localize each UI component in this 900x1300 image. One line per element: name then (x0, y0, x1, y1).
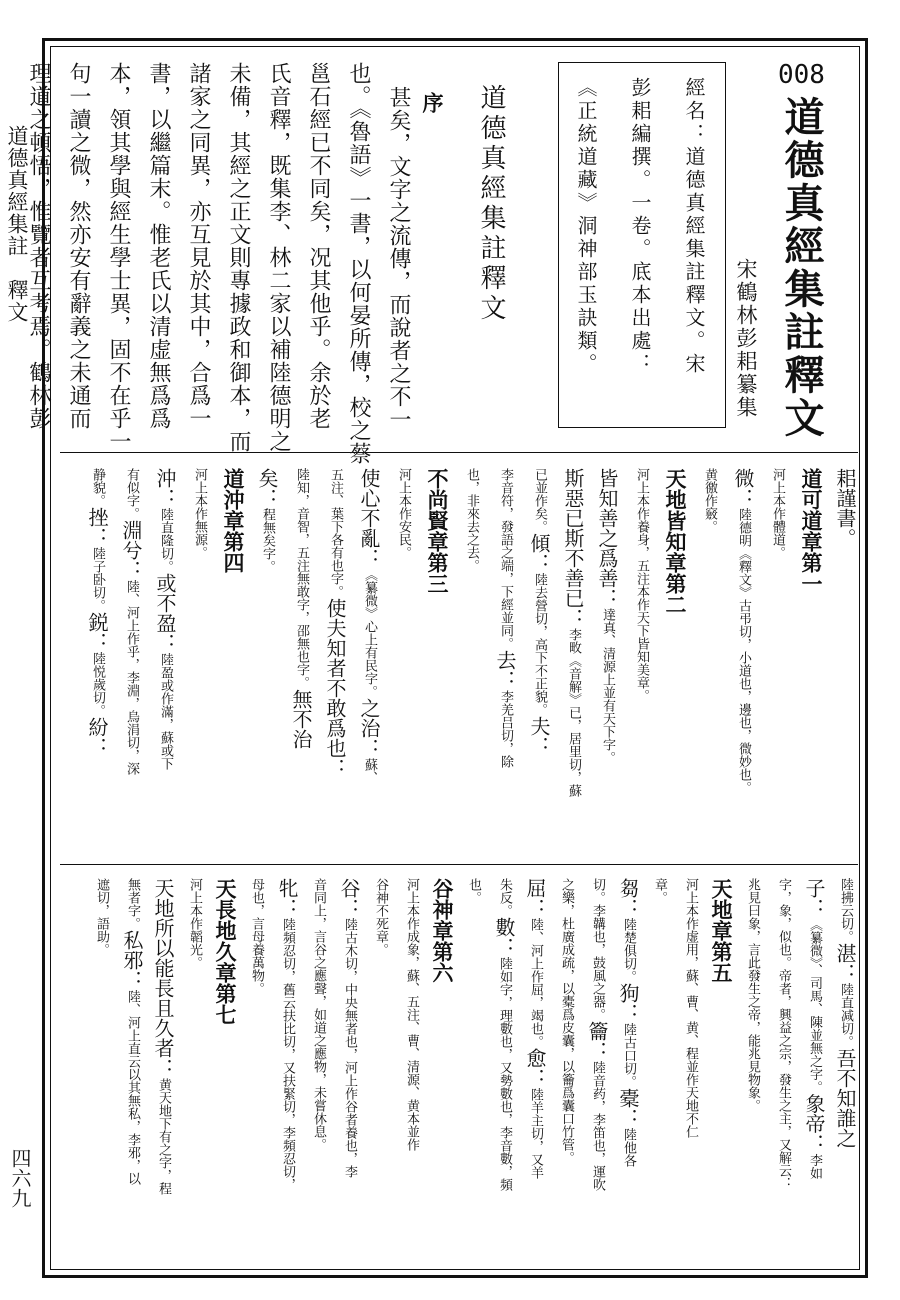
annotation-text: 音同上，言谷之應聲，如道之應物，未嘗休息。 (311, 878, 326, 1151)
text-column (256, 468, 278, 573)
main-text: 皆知善之爲善： (595, 468, 619, 608)
preface-line: 氏音釋，既集李、林二家以補陸德明之 (266, 62, 291, 453)
annotation-text: 陸德明《釋文》古弔切，小道也，邊也，微妙也。 (736, 508, 751, 794)
annotation-text: 陸直减切。 (838, 983, 853, 1048)
text-column (276, 878, 298, 1191)
annotation-text: 陸古口切。 (621, 1023, 636, 1088)
annotation-text: 河上本作韜光。 (187, 878, 202, 969)
chapter-heading: 天長地久章第七 (213, 878, 238, 1025)
annotation-text: 河上本作成象，蘇、五注、曹、清源、黄本並作 (404, 878, 419, 1151)
text-column (524, 878, 546, 1179)
main-text: 無不治 (289, 689, 313, 749)
main-text: 之治： (357, 698, 381, 758)
text-column (766, 468, 788, 559)
main-text: 象帝： (802, 1093, 826, 1154)
text-column (307, 878, 329, 1151)
side-running-title: 道德真經集註 釋文 (5, 125, 29, 323)
annotation-text: 黄徼作竅。 (702, 468, 717, 533)
main-text: 狗： (616, 983, 640, 1023)
subtitle: 道德真經集註釋文 (476, 84, 506, 324)
chapter-heading: 道沖章第四 (221, 468, 246, 573)
main-text: 淵兮： (119, 520, 143, 580)
annotation-text: 無者字。 (125, 878, 140, 930)
annotation-text: 河上本作安民。 (396, 468, 411, 559)
annotation-text: 李如 (807, 1153, 822, 1180)
annotation-text: 陸古木切，中央無者也，河上作谷者養也，李 (342, 918, 357, 1178)
preface-line: 本，領其學與經生學士異，固不在乎一 (106, 62, 131, 453)
text-column (338, 878, 360, 1178)
main-text: 使夫知者不敢爲也： (323, 598, 347, 778)
preface-line: 邕石經已不同矣，况其他乎。余於老 (306, 62, 331, 430)
text-column (154, 468, 176, 770)
annotation-text: 陸、河上作乎，李淵，烏涓切，深 (124, 580, 139, 775)
annotation-text: 五注、葉下各有也字。 (328, 468, 343, 598)
section-divider (60, 864, 858, 865)
annotation-text: 陸拂云切。 (838, 878, 853, 943)
annotation-text: 谷神不死章。 (373, 878, 388, 956)
text-column (324, 468, 346, 778)
main-text: 天地所以能長且久者： (151, 878, 175, 1078)
text-column (630, 468, 652, 702)
preface-line: 句一讀之微，然亦安有辭義之未通而 (66, 62, 91, 430)
text-column (245, 878, 267, 995)
text-column (596, 468, 618, 764)
annotation-text: 陸、河上直云以其無私，李邪，以 (125, 990, 140, 1185)
annotation-text: 陸楚俱切。 (621, 918, 636, 983)
annotation-text: 母也，言母養萬物。 (249, 878, 264, 995)
annotation-text: 陸如字，理數也，又勢數也，李音數，頻 (497, 957, 512, 1191)
text-column (562, 468, 584, 797)
chapter-heading: 天地皆知章第二 (663, 468, 688, 615)
annotation-text: 河上本作虚用，蘇、曹、黄、程並作天地不仁 (683, 878, 698, 1138)
annotation-text: 已並作矣。 (532, 468, 547, 533)
text-column (493, 878, 515, 1191)
text-column (494, 468, 516, 768)
main-text: 數： (492, 917, 516, 957)
text-column (86, 468, 108, 757)
preface-line: 諸家之同異，亦互見於其中，合爲一 (186, 62, 211, 430)
text-column (152, 878, 174, 1195)
main-text: 鋭： (85, 612, 109, 652)
info-box (558, 62, 726, 428)
annotation-text: 朱反。 (497, 878, 512, 917)
annotation-text: 河上本作無源。 (192, 468, 207, 559)
chapter-heading: 不尚賢章第三 (425, 468, 450, 594)
annotation-text: 李畋《音解》已，居里切，蘇 (566, 628, 581, 797)
text-column (648, 878, 670, 904)
annotation-text: 河上本作體道。 (770, 468, 785, 559)
preface-line: 也。《魯語》一書，以何晏所傳，校之蔡 (346, 62, 371, 465)
main-text: 去： (493, 650, 517, 690)
annotation-text: 《纂微》、司馬、陳並無之字。 (807, 918, 822, 1094)
main-text: 芻： (616, 878, 640, 918)
annotation-text: 也，非來去之去。 (464, 468, 479, 572)
annotation-text: 陸音药，李笛也，運吹 (590, 1061, 605, 1191)
text-column (290, 468, 312, 749)
main-text: 或不盈： (153, 573, 177, 653)
annotation-text: 程無矣字。 (260, 508, 275, 573)
text-column (90, 878, 112, 956)
annotation-text: 之樂，杜廣成疏，以橐爲皮囊，以籥爲囊口竹管。 (559, 878, 574, 1164)
annotation-text: 陸盈或作滿，蘇或下 (158, 653, 173, 770)
main-text: 愈： (523, 1048, 547, 1088)
middle-section (66, 468, 856, 858)
annotation-text: 李音符，發語之端，下經並同。 (498, 468, 513, 650)
chapter-heading: 道可道章第一 (799, 468, 824, 594)
annotation-text: 《纂微》心上有民字。 (362, 568, 377, 698)
text-column (772, 878, 794, 1190)
annotation-text: 兆見曰象，言此發生之帝，能兆見物象。 (745, 878, 760, 1112)
annotation-text: 黄天地下有之字，程 (156, 1078, 171, 1195)
text-column (183, 878, 205, 969)
text-column (528, 468, 550, 756)
main-text: 籥： (585, 1021, 609, 1061)
text-column (803, 878, 825, 1180)
bottom-section (66, 878, 856, 1268)
annotation-text: 静貌。 (90, 468, 105, 507)
main-text: 耜謹書。 (833, 468, 857, 548)
annotation-text: 字，象，似也。帝者，興益之宗，發生之主，又解云： (776, 878, 791, 1190)
text-column (369, 878, 391, 956)
annotation-text: 陸悦歲切。 (90, 652, 105, 717)
book-title: 道德真經集註釋文 (778, 96, 825, 440)
annotation-text: 也。 (466, 878, 481, 904)
annotation-text: 河上本作養身，五注本作天下皆知美章。 (634, 468, 649, 702)
main-text: 斯惡已斯不善已： (561, 468, 585, 628)
page-number: 四六九 (8, 1148, 32, 1208)
preface-line: 甚矣，文字之流傳，而說者之不一 (386, 86, 411, 431)
text-column (586, 878, 608, 1191)
main-text: 橐： (616, 1088, 640, 1128)
annotation-text: 切。李韝也，鼓風之器。 (590, 878, 605, 1021)
text-column (698, 468, 720, 533)
text-column (392, 468, 414, 559)
main-text: 傾： (527, 533, 551, 573)
chapter-heading: 天地章第五 (709, 878, 734, 983)
author-line: 宋鶴林彭耜纂集 (734, 258, 758, 419)
info-line-3: 《正統道藏》洞神部玉訣類。 (574, 77, 598, 376)
main-text: 紛： (85, 717, 109, 757)
annotation-text: 遮切，語助。 (94, 878, 109, 956)
text-column (222, 468, 244, 573)
annotation-text: 有似字。 (124, 468, 139, 520)
main-text: 夫： (527, 716, 551, 756)
text-column (741, 878, 763, 1112)
main-text: 屈： (523, 878, 547, 918)
main-text: 沖： (153, 468, 177, 508)
text-column (710, 878, 732, 983)
main-text: 吾不知誰之 (833, 1048, 857, 1148)
info-line-1: 經名：道德真經集註釋文。宋 (682, 77, 706, 376)
main-text: 私邪： (120, 930, 144, 990)
annotation-text: 陸子卧切。 (90, 547, 105, 612)
section-divider (60, 452, 858, 453)
main-text: 矣： (255, 468, 279, 508)
text-column (834, 468, 856, 548)
info-line-2: 彭耜編撰。一卷。底本出處： (628, 77, 652, 376)
text-column (462, 878, 484, 904)
text-column (120, 468, 142, 775)
annotation-text: 陸直隆切。 (158, 508, 173, 573)
preface-heading: 序 (420, 92, 445, 113)
main-text: 微： (731, 468, 755, 508)
preface-line: 理道之頓悟，惟覽者互考焉。鶴林彭 (26, 62, 51, 430)
annotation-text: 陸羊主切，又羊 (528, 1088, 543, 1179)
text-column (121, 878, 143, 1185)
annotation-text: 陸知，音智，五注無敢字，邵無也字。 (294, 468, 309, 689)
text-column (679, 878, 701, 1138)
text-column (555, 878, 577, 1164)
main-text: 使心不亂： (357, 468, 381, 568)
main-text: 湛： (833, 943, 857, 983)
annotation-text: 蘇、 (362, 758, 377, 784)
text-column (214, 878, 236, 1025)
chapter-heading: 谷神章第六 (430, 878, 455, 983)
text-column (358, 468, 380, 784)
entry-number: 008 (778, 60, 825, 90)
preface-text (26, 62, 414, 465)
main-text: 谷： (337, 878, 361, 918)
annotation-text: 李羌吕切，除 (498, 690, 513, 768)
text-column (664, 468, 686, 615)
annotation-text: 陸頻忍切，舊云扶比切，又扶緊切，李頻忍切， (280, 918, 295, 1191)
text-column (460, 468, 482, 572)
text-column (400, 878, 422, 1151)
main-text: 牝： (275, 878, 299, 918)
text-column (732, 468, 754, 794)
annotation-text: 章。 (652, 878, 667, 904)
text-column (426, 468, 448, 594)
text-column (617, 878, 639, 1167)
annotation-text: 陸、河上作屈，竭也。 (528, 918, 543, 1048)
annotation-text: 陸他各 (621, 1128, 636, 1167)
text-column (834, 878, 856, 1148)
preface-line: 未備，其經之正文則專據政和御本，而 (226, 62, 251, 453)
text-column (800, 468, 822, 594)
annotation-text: 陸去營切，高下不正貌。 (532, 573, 547, 716)
main-text: 挫： (85, 507, 109, 547)
main-text: 子： (802, 878, 826, 918)
text-column (431, 878, 453, 983)
preface-line: 書，以繼篇末。惟老氏以清虚無爲爲 (146, 62, 171, 430)
text-column (188, 468, 210, 559)
annotation-text: 達真、清源上並有天下字。 (600, 608, 615, 764)
